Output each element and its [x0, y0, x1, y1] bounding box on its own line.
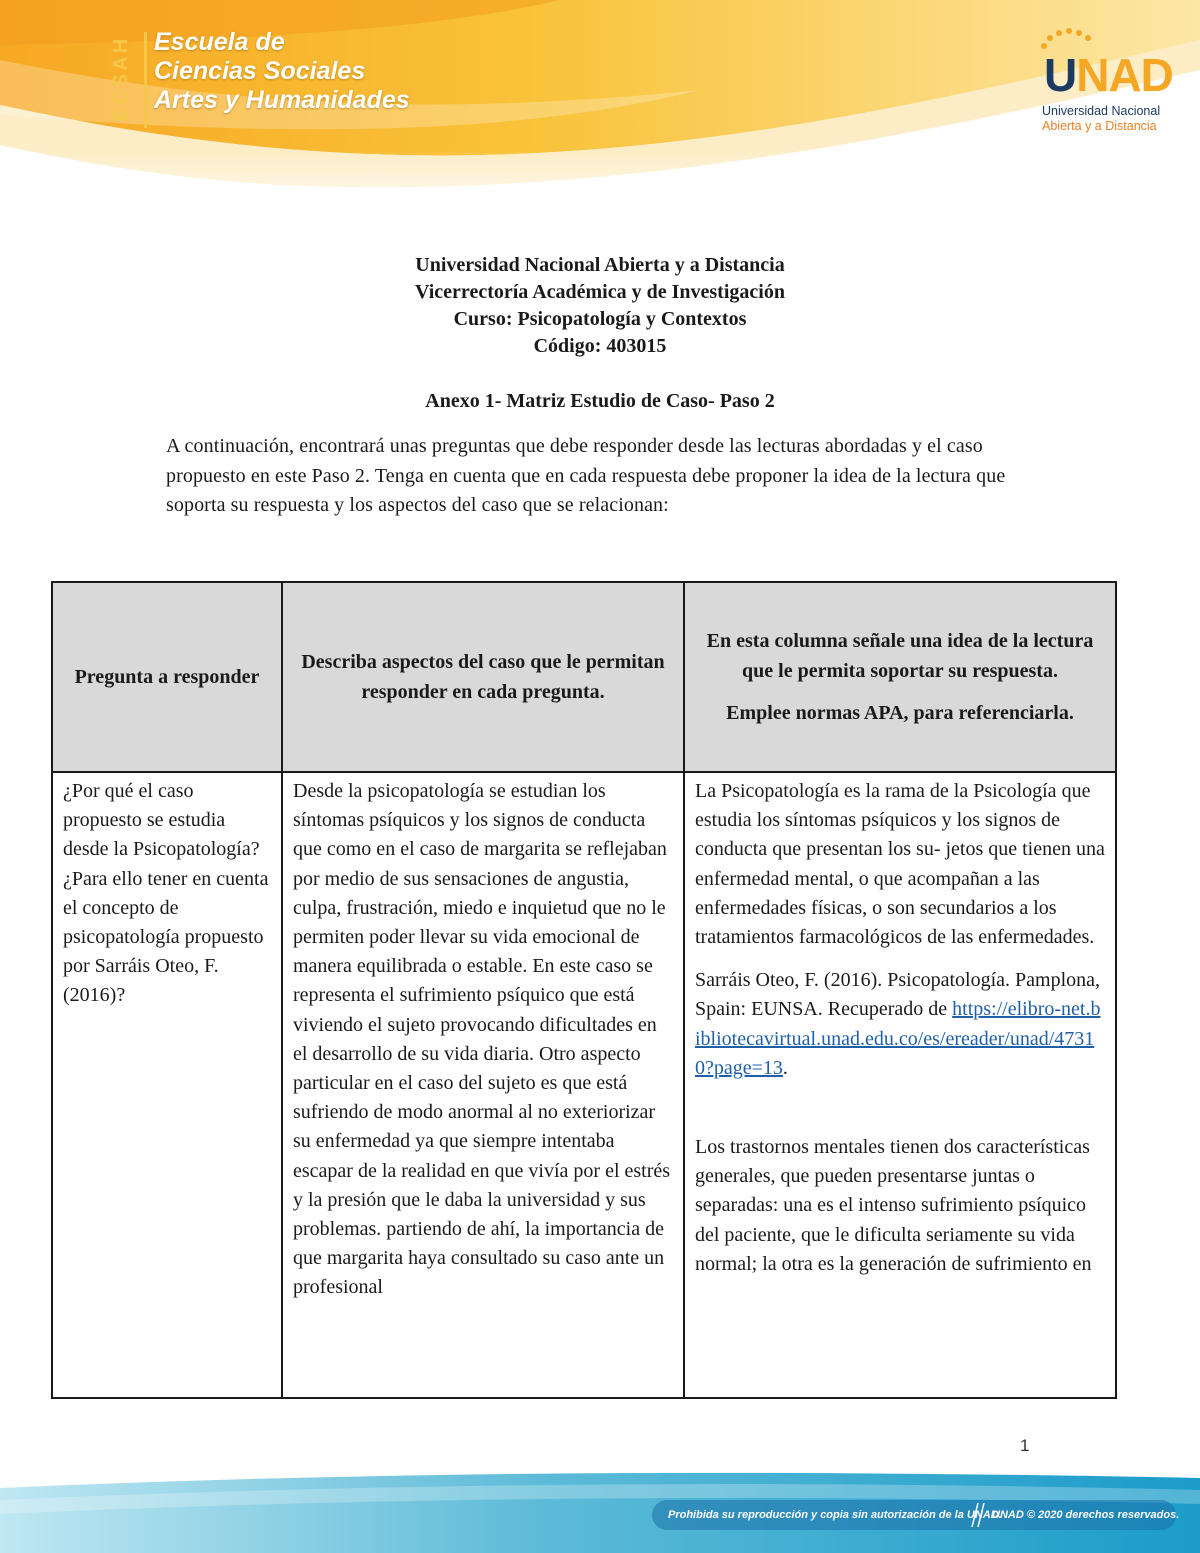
apa-note: Emplee normas APA, para referenciarla.	[726, 702, 1074, 724]
logo-subtitle-1: Universidad Nacional	[1042, 104, 1161, 118]
university-name: Universidad Nacional Abierta y a Distancia	[415, 254, 785, 276]
header-cell-case-aspects: Describa aspectos del caso que le permitan responder en cada pregunta.	[282, 582, 684, 772]
document-header	[0, 252, 1200, 360]
divider	[144, 32, 147, 128]
logo-wordmark: UNAD	[1044, 49, 1173, 101]
reference-link[interactable]: https://elibro-net.bibliotecavirtual.unad.edu.co/es/ereader/unad/47310?page=13	[695, 998, 1101, 1079]
school-name: Escuela de Ciencias Sociales Artes y Humanidades	[154, 28, 410, 114]
table-header-row	[52, 582, 1116, 772]
page-number: 1	[1020, 1436, 1030, 1455]
reading-definition: La Psicopatología es la rama de la Psicología que estudia los síntomas psíquicos y los signos de conducta que presentan los su- jetos que tienen una enfermedad mental, o que acompañan a las enfermedades físicas, o son secundarios a los tratamientos farmacológicos de las enfermedades.	[695, 780, 1105, 949]
unad-logo	[1036, 28, 1173, 138]
case-aspects-cell: Desde la psicopatología se estudian los síntomas psíquicos y los signos de conducta que como en el caso de margarita se reflejaban por medio de sus sensaciones de angustia, culpa, frustración, miedo e inquietud que no le permiten poder llevar su vida emocional de manera equilibrada o estable. En este caso se representa el sufrimiento psíquico que está viviendo el sujeto provocando dificultades en el desarrollo de su vida diaria. Otro aspecto particular en el caso del sujeto es que está sufriendo de modo anormal al no exteriorizar su enfermedad ya que siempre intentaba escapar de la realidad en que vivía por el estrés y la presión que le daba la universidad y sus problemas. partiendo de ahí, la importancia de que margarita haya consultado su caso ante un profesional	[282, 772, 684, 1398]
course-name: Curso: Psicopatología y Contextos	[453, 308, 747, 330]
course-code: Código: 403015	[533, 335, 667, 357]
reading-reference: Sarráis Oteo, F. (2016). Psicopatología. Pamplona, Spain: EUNSA. Recuperado de https://elibro-net.bibliotecavirtual.unad.edu.co/es/ereader/unad/47310?page=13.	[695, 969, 1101, 1079]
header-cell-question: Pregunta a responder	[52, 582, 282, 772]
vicerrectoria: Vicerrectoría Académica y de Investigación	[415, 281, 785, 303]
ecsah-acronym: ECSAH	[110, 35, 132, 121]
intro-paragraph: A continuación, encontrará unas preguntas que debe responder desde las lecturas abordadas y el caso propuesto en este Paso 2. Tenga en cuenta que en cada respuesta debe proponer la idea de la lectura que soporta su respuesta y los aspectos del caso que se relacionan:	[166, 435, 1006, 516]
annex-title: Anexo 1- Matriz Estudio de Caso- Paso 2	[425, 390, 775, 412]
footer-copyright-notice: Prohibida su reproducción y copia sin autorización de la UNAD.	[668, 1509, 1002, 1521]
reading-cell	[684, 772, 1116, 1398]
case-study-matrix	[51, 581, 1117, 1399]
logo-subtitle-2: Abierta y a Distancia	[1042, 119, 1157, 133]
reading-disorders: Los trastornos mentales tienen dos características generales, que pueden presentarse juntas o separadas: una es el intenso sufrimiento psíquico del paciente, que le dificulta seriamente su vida normal; la otra es la generación de sufrimiento en	[695, 1136, 1092, 1275]
header-cell-reading: En esta columna señale una idea de la lectura que le permita soportar su respuesta. Emplee normas APA, para referenciarla.	[684, 582, 1116, 772]
question-cell: ¿Por qué el caso propuesto se estudia desde la Psicopatología? ¿Para ello tener en cuenta el concepto de psicopatología propuesto por Sarráis Oteo, F. (2016)?	[52, 772, 282, 1398]
table-row	[52, 772, 1116, 1398]
footer-rights: UNAD © 2020 derechos reservados.	[992, 1509, 1180, 1521]
